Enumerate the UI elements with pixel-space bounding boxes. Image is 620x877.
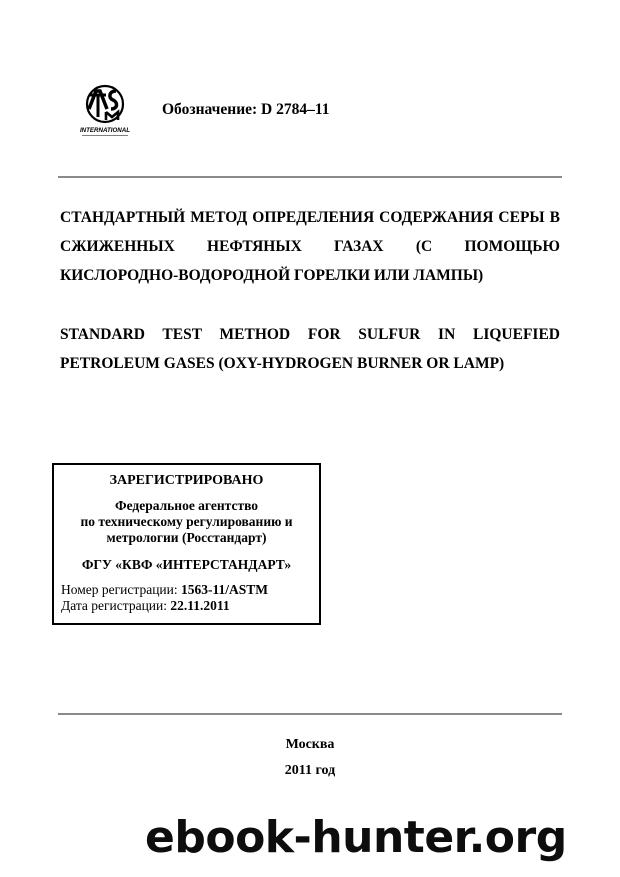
designation-label: Обозначение: D 2784–11 [162,101,330,118]
watermark-text: ebook-hunter.org [145,812,567,863]
publication-city: Москва [285,737,335,752]
registration-box [52,463,321,625]
bottom-divider [58,713,562,715]
publication-year: 2011 год [284,763,336,778]
registration-date-row [61,598,230,614]
registration-number-label: Номер регистрации: [61,582,182,597]
registration-organization: ФГУ «КВФ «ИНТЕРСТАНДАРТ» [81,557,292,572]
agency-line: метрологии (Росстандарт) [106,530,267,545]
svg-text:INTERNATIONAL: INTERNATIONAL [79,127,131,134]
registration-number-value: 1563-11/ASTM [181,582,269,597]
title-english: STANDARD TEST METHOD FOR SULFUR IN LIQUEFIED PETROLEUM GASES (OXY-HYDROGEN BURNER OR LAMP) [60,326,560,372]
title-russian: СТАНДАРТНЫЙ МЕТОД ОПРЕДЕЛЕНИЯ СОДЕРЖАНИЯ СЕРЫ В СЖИЖЕННЫХ НЕФТЯНЫХ ГАЗАХ (С ПОМОЩЬЮ КИСЛОРОДНО-ВОДОРОДНОЙ ГОРЕЛКИ ИЛИ ЛАМПЫ) [60,209,560,284]
top-divider [58,176,562,178]
registration-heading: ЗАРЕГИСТРИРОВАНО [109,473,264,488]
registration-number-row [61,582,268,598]
astm-logo-icon [76,82,134,138]
agency-line: Федеральное агентство [114,498,259,513]
registration-date-label: Дата регистрации: [61,598,171,613]
agency-line: по техническому регулированию и [80,514,293,529]
registration-date-value: 22.11.2011 [170,598,230,613]
registration-agency [54,498,319,546]
